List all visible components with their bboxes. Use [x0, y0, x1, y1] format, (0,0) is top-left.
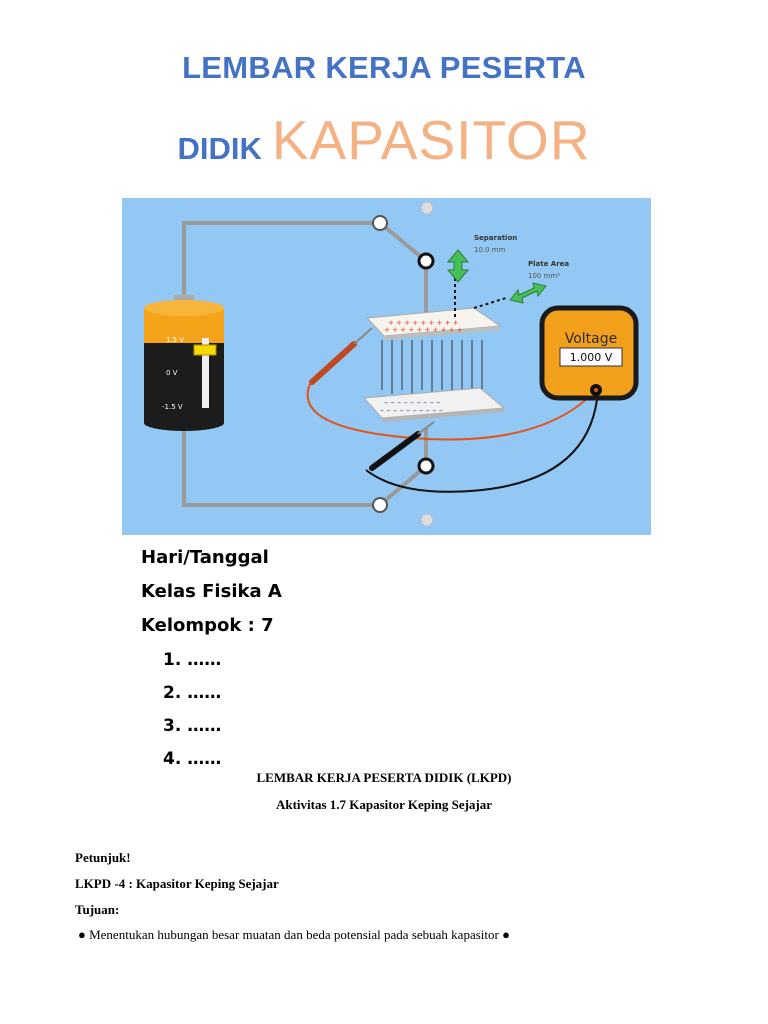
svg-text:+ + + + + + + + +: + + + + + + + + + [388, 319, 459, 327]
switch-open-node-top[interactable] [421, 202, 433, 214]
member-item-3: 3. …… [163, 716, 222, 736]
separation-value: 10.0 mm [474, 246, 506, 254]
capacitor-circuit-diagram [122, 198, 651, 535]
worksheet-title: LKPD -4 : Kapasitor Keping Sejajar [75, 876, 279, 891]
page-subtitle [0, 108, 768, 172]
battery-label-middle: 0 V [166, 369, 178, 377]
member-item-1: 1. …… [163, 650, 222, 670]
switch-open-node-bottom[interactable] [421, 514, 433, 526]
voltmeter-title: Voltage [564, 331, 618, 347]
activity-title: Aktivitas 1.7 Kapasitor Keping Sejajar [275, 797, 493, 812]
battery-icon[interactable] [144, 295, 224, 431]
switch-node-bottom[interactable] [373, 498, 387, 512]
member-item-2: 2. …… [163, 683, 222, 703]
battery-label-top: 1.5 V [166, 336, 185, 344]
objective-item: ● Menentukan hubungan besar muatan dan beda potensial pada sebuah kapasitor ● [78, 927, 510, 942]
member-item-4: 4. …… [163, 749, 222, 769]
svg-text:– – – – – – – – –: – – – – – – – – – [384, 398, 441, 407]
page-title: LEMBAR KERJA PESERTA [182, 50, 586, 85]
class-label: Kelas Fisika A [141, 581, 282, 602]
electric-field-lines [382, 340, 482, 394]
svg-text:– – – – – – – – – –: – – – – – – – – – – [380, 406, 443, 415]
battery-label-bottom: -1.5 V [162, 403, 183, 411]
plate-area-marker-line [474, 298, 506, 308]
objectives-label: Tujuan: [75, 902, 120, 917]
voltmeter-reading: 1.000 V [569, 351, 613, 364]
positive-charges [384, 319, 463, 334]
separation-label: Separation [474, 234, 518, 242]
title-prefix: DIDIK [177, 131, 262, 166]
capacitor-simulation-image [122, 198, 651, 535]
group-label: Kelompok : 7 [141, 615, 274, 636]
separation-drag-arrow-icon[interactable] [448, 250, 468, 282]
lkpd-heading: LEMBAR KERJA PESERTA DIDIK (LKPD) [256, 770, 512, 785]
instructions-label: Petunjuk! [75, 850, 131, 865]
switch-contact-bottom[interactable] [419, 459, 433, 473]
plate-area-drag-arrow-icon[interactable] [510, 283, 546, 303]
switch-contact-top[interactable] [419, 254, 433, 268]
title-main: KAPASITOR [271, 109, 591, 171]
switch-node-top[interactable] [373, 216, 387, 230]
red-probe-icon[interactable] [312, 328, 372, 382]
day-date-label: Hari/Tanggal [141, 547, 269, 568]
svg-text:+ + + + + + + + + +: + + + + + + + + + + [384, 326, 463, 334]
negative-charges [380, 398, 443, 415]
plate-area-value: 100 mm² [528, 272, 561, 280]
plate-area-label: Plate Area [528, 260, 570, 268]
